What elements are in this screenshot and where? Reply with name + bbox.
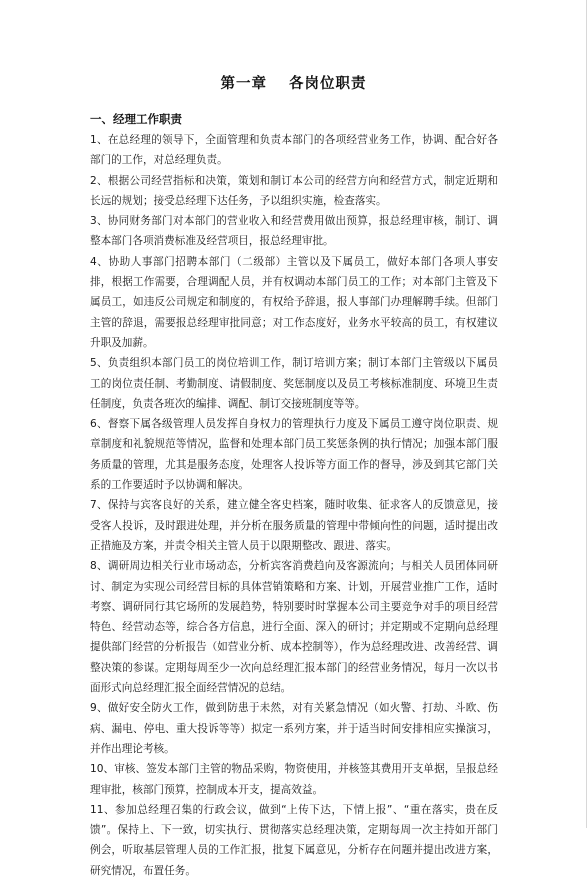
duty-paragraph: 5、负责组织本部门员工的岗位培训工作，制订培训方案；制订本部门主管级以下属员工的岗位责任制、考勤制度、请假制度、奖惩制度以及员工考核标准制度、环境卫生责任制度，负责各班次的编排、调配、制订交接班制度等等。 [90,357,498,410]
duty-paragraph: 1、在总经理的领导下，全面管理和负责本部门的各项经营业务工作，协调、配合好各部门的工作，对总经理负责。 [90,134,498,167]
duty-list [90,130,498,881]
duty-paragraph: 11、参加总经理召集的行政会议，做到“上传下达，下情上报”、“重在落实，贵在反馈”。保持上、下一致，切实执行、贯彻落实总经理决策，定期每周一次主持如开部门例会，听取基层管理人员的工作汇报，批复下属意见，分析存在问题并提出改进方案，研究情况，布置任务。 [90,803,498,877]
duty-paragraph: 3、协同财务部门对本部门的营业收入和经营费用做出预算，报总经理审核，制订、调整本部门各项消费标准及经营项目，报总经理审批。 [90,215,498,248]
duty-paragraph: 10、审核、签发本部门主管的物品采购，物资使用，并核签其费用开支单据，呈报总经理审批，核部门预算，控制成本开支，提高效益。 [90,763,498,796]
duty-paragraph: 4、协助人事部门招聘本部门（二级部）主管以及下属员工，做好本部门各项人事安排，根据工作需要，合理调配人员，并有权调动本部门员工的工作；对本部门主管及下属员工，如违反公司规定和制度的，有权给予辞退，报人事部门办理解聘手续。但部门主管的辞退，需要报总经理审批同意；对工作态度好，业务水平较高的员工，有权建议升职及加薪。 [90,255,498,349]
chapter-title [0,72,587,93]
section-heading: 一、经理工作职责 [90,112,182,126]
chapter-name: 各岗位职责 [289,75,367,92]
duty-paragraph: 8、调研周边相关行业市场动态，分析宾客消费趋向及客源流向；与相关人员团体同研讨、制定为实现公司经营目标的具体营销策略和方案、计划，开展营业推广工作，适时考察、调研同行其它场所的发展趋势，特别要时时掌握本公司主要竞争对手的项目经营特色、经营动态等，综合各方信息，进行全面、深入的研讨；并定期或不定期向总经理提供部门经营的分析报告（如营业分析、成本控制等），作为总经理改进、改善经营、调整决策的参谋。定期每周至少一次向总经理汇报本部门的经营业务情况，每月一次以书面形式向总经理汇报全面经营情况的总结。 [90,560,498,695]
chapter-number: 第一章 [220,75,267,92]
duty-paragraph: 2、根据公司经营指标和决策，策划和制订本公司的经营方向和经营方式，制定近期和长远的规划；接受总经理下达任务，予以组织实施，检查落实。 [90,174,498,207]
duty-paragraph: 6、督察下属各级管理人员发挥自身权力的管理执行力度及下属员工遵守岗位职责、规章制度和礼貌规范等情况，监督和处理本部门员工奖惩条例的执行情况；加强本部门服务质量的管理，尤其是服务态度，处理客人投诉等方面工作的督导，涉及到其它部门关系的工作要适时予以协调和解决。 [90,418,498,492]
duty-paragraph: 9、做好安全防火工作，做到防患于未然，对有关紧急情况（如火警、打劫、斗欧、伤病、漏电、停电、重大投诉等等）拟定一系列方案，并于适当时间安排相应实操演习，并作出理论考核。 [90,702,498,755]
duty-paragraph: 7、保持与宾客良好的关系，建立健全客史档案，随时收集、征求客人的反馈意见，接受客人投诉，及时跟进处理，并分析在服务质量的管理中带倾向性的问题，适时提出改正措施及方案，并责令相关主管人员于以限期整改、跟进、落实。 [90,499,498,552]
